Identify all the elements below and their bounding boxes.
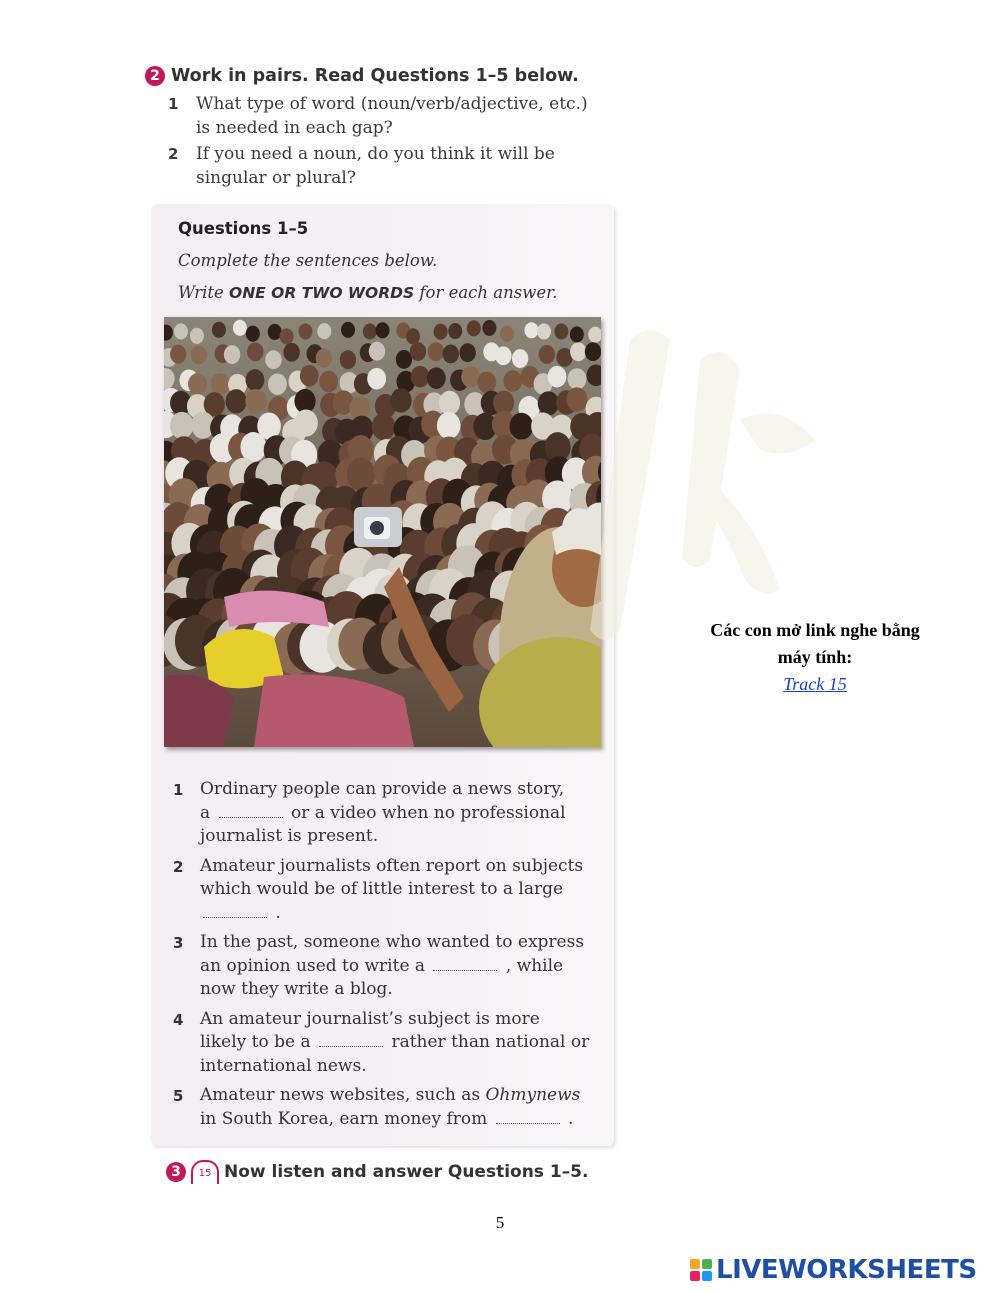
answer-gap[interactable] xyxy=(203,905,267,918)
sentence-item xyxy=(173,855,590,926)
sentence-text: Ordinary people can provide a news story, a or a video when no professional journalist is present. xyxy=(200,779,566,846)
exercise-number-badge: 3 xyxy=(166,1162,186,1182)
item-number: 2 xyxy=(168,145,179,163)
item-text: If you need a noun, do you think it will be singular or plural? xyxy=(196,144,555,188)
exercise-3-header xyxy=(166,1160,588,1184)
sentence-text: Amateur journalists often report on subjects which would be of little interest to a large . xyxy=(200,855,584,923)
logo-text: LIVEWORKSHEETS xyxy=(716,1255,977,1285)
sentence-list xyxy=(173,778,590,1137)
track-15-link[interactable]: Track 15 xyxy=(783,674,847,694)
track-number: 15 xyxy=(198,1167,212,1179)
answer-gap[interactable] xyxy=(319,1034,383,1047)
sentence-item xyxy=(173,1084,590,1131)
exercise-3-instruction: Now listen and answer Questions 1–5. xyxy=(224,1162,589,1182)
sentence-text: An amateur journalist’s subject is more likely to be a rather than national or international news. xyxy=(200,1008,590,1076)
logo-icon xyxy=(690,1259,712,1281)
answer-gap[interactable] xyxy=(496,1111,560,1124)
exercise-2-item xyxy=(168,92,616,140)
crowd-photo xyxy=(164,317,601,747)
sentence-text: In the past, someone who wanted to express an opinion used to write a , while now they write a blog. xyxy=(200,932,585,999)
headphones-icon xyxy=(191,1160,219,1184)
exercise-number-badge: 2 xyxy=(145,66,165,86)
exercise-2-item xyxy=(168,142,616,190)
liveworksheets-logo[interactable] xyxy=(690,1255,977,1285)
item-number: 1 xyxy=(168,95,179,113)
sentence-text: Amateur news websites, such as Ohmynews in South Korea, earn money from . xyxy=(200,1085,581,1129)
exercise-2-list xyxy=(168,92,616,190)
sentence-item xyxy=(173,1008,590,1079)
exercise-2-title: Work in pairs. Read Questions 1–5 below. xyxy=(171,66,579,86)
crowd-photo-image xyxy=(164,317,601,747)
note-line-1: Các con mở link nghe bằng xyxy=(710,620,920,640)
sentence-number: 1 xyxy=(173,781,184,799)
sentence-number: 4 xyxy=(173,1010,184,1029)
instruction-word-limit: Write ONE OR TWO WORDS for each answer. xyxy=(178,283,558,302)
note-line-2: máy tính: xyxy=(777,647,853,667)
listening-note xyxy=(680,617,950,698)
answer-gap[interactable] xyxy=(433,958,497,971)
page-number: 5 xyxy=(495,1213,505,1232)
item-text: What type of word (noun/verb/adjective, etc.) is needed in each gap? xyxy=(196,94,588,138)
instruction-complete: Complete the sentences below. xyxy=(178,251,438,270)
sentence-number: 5 xyxy=(173,1087,184,1105)
answer-gap[interactable] xyxy=(219,805,283,818)
sentence-item xyxy=(173,931,590,1002)
sentence-number: 2 xyxy=(173,857,184,876)
questions-title: Questions 1–5 xyxy=(178,219,309,238)
sentence-number: 3 xyxy=(173,934,184,952)
sentence-item xyxy=(173,778,590,849)
exercise-2-header xyxy=(145,66,579,86)
